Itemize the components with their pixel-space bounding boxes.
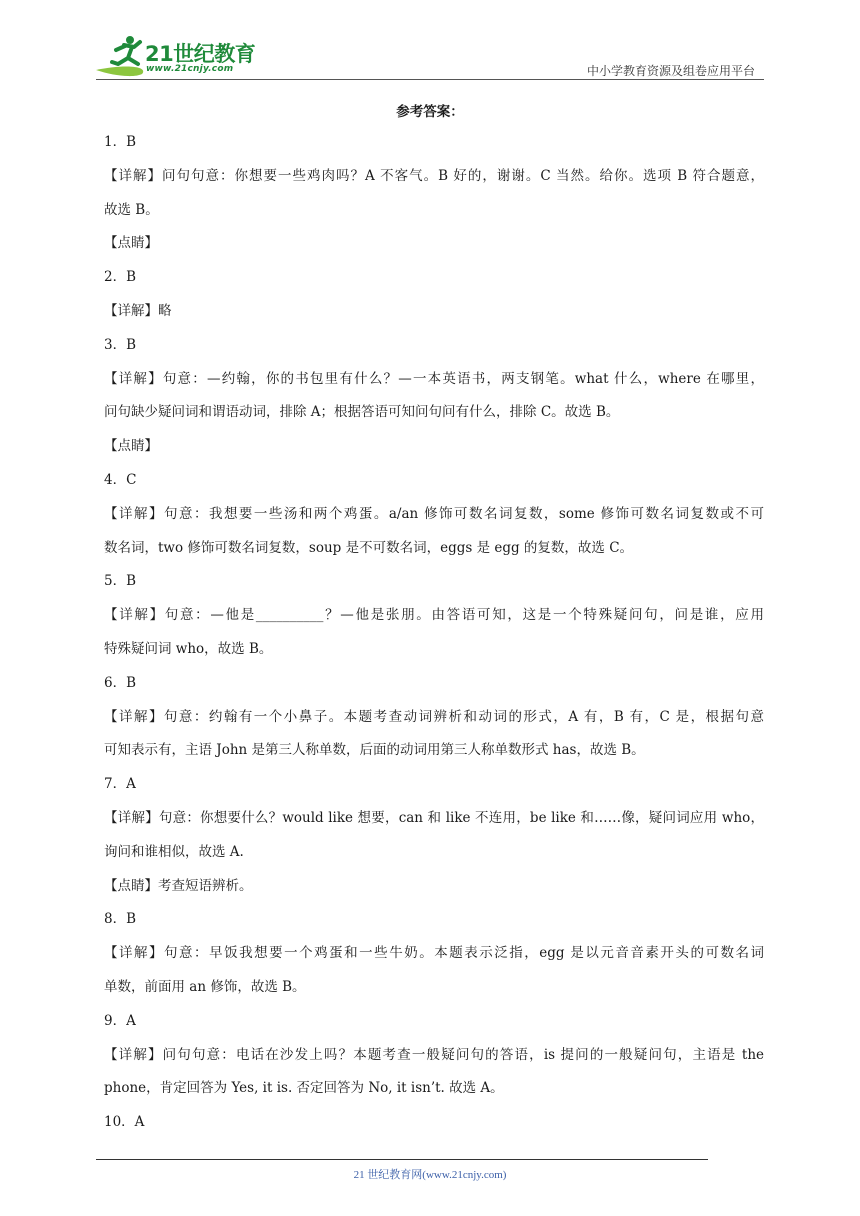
answer-number: 10．A — [104, 1114, 145, 1131]
answer-number: 1．B — [104, 134, 137, 150]
explanation-line: 【点睛】考查短语辨析。 — [104, 877, 253, 894]
explanation-line: 【点睛】 — [104, 438, 158, 455]
answer-content — [104, 126, 764, 1140]
explanation-line: 【详解】问句句意：电话在沙发上吗？本题考查一般疑问句的答语，is 提问的一般疑问句，主语是 the — [104, 1046, 764, 1063]
answer-number: 2．B — [104, 269, 137, 286]
answer-number: 3．B — [104, 336, 137, 353]
answer-number: 8．B — [104, 911, 137, 928]
explanation-line: 故选 B。 — [104, 201, 159, 218]
footer-divider — [96, 1159, 708, 1160]
answer-number: 6．B — [104, 674, 137, 691]
explanation-line: 【详解】句意：—他是__________？—他是张朋。由答语可知，这是一个特殊疑问句，问是谁，应用 — [104, 607, 764, 624]
explanation-line: 数名词，two 修饰可数名词复数，soup 是不可数名词，eggs 是 egg 的复数，故选 C。 — [104, 539, 634, 556]
logo-url: www.21cnjy.com — [146, 64, 234, 74]
explanation-line: 问句缺少疑问词和谓语动词，排除 A；根据答语可知问句问有什么，排除 C。故选 B。 — [104, 404, 620, 421]
footer-text: 21 世纪教育网(www.21cnjy.com) — [353, 1169, 507, 1181]
explanation-line: 【详解】略 — [104, 302, 172, 319]
logo-text: 21世纪教育 — [145, 42, 256, 66]
explanation-line: 【详解】句意：—约翰，你的书包里有什么？—一本英语书，两支钢笔。what 什么，where 在哪里， — [104, 370, 764, 387]
explanation-line: 【详解】句意：你想要什么？would like 想要，can 和 like 不连用，be like 和……像，疑问词应用 who， — [104, 809, 764, 826]
explanation-line: 询问和谁相似，故选 A. — [104, 843, 244, 860]
explanation-line: 【详解】问句句意：你想要一些鸡肉吗？A 不客气。B 好的，谢谢。C 当然。给你。选项 B 符合题意， — [104, 167, 764, 184]
explanation-line: 可知表示有，主语 John 是第三人称单数，后面的动词用第三人称单数形式 has，故选 B。 — [104, 742, 645, 759]
explanation-line: 单数，前面用 an 修饰，故选 B。 — [104, 978, 306, 995]
answer-number: 5．B — [104, 573, 137, 590]
header-divider — [96, 79, 764, 80]
answer-number: 4．C — [104, 471, 137, 488]
explanation-line: 【详解】句意：我想要一些汤和两个鸡蛋。a/an 修饰可数名词复数，some 修饰可数名词复数或不可 — [104, 505, 764, 522]
explanation-line: 【详解】句意：约翰有一个小鼻子。本题考查动词辨析和动词的形式，A 有，B 有，C 是，根据句意 — [104, 708, 764, 725]
page-header — [0, 0, 860, 80]
explanation-line: phone，肯定回答为 Yes, it is. 否定回答为 No, it isn’t. 故选 A。 — [104, 1080, 504, 1097]
answer-title: 参考答案： — [396, 104, 464, 120]
platform-name: 中小学教育资源及组卷应用平台 — [586, 64, 755, 78]
explanation-line: 特殊疑问词 who，故选 B。 — [104, 640, 273, 657]
explanation-line: 【点睛】 — [104, 235, 158, 252]
explanation-line: 【详解】句意：早饭我想要一个鸡蛋和一些牛奶。本题表示泛指，egg 是以元音音素开头的可数名词 — [104, 945, 764, 962]
answer-number: 7．A — [104, 776, 136, 793]
answer-number: 9．A — [104, 1012, 136, 1029]
